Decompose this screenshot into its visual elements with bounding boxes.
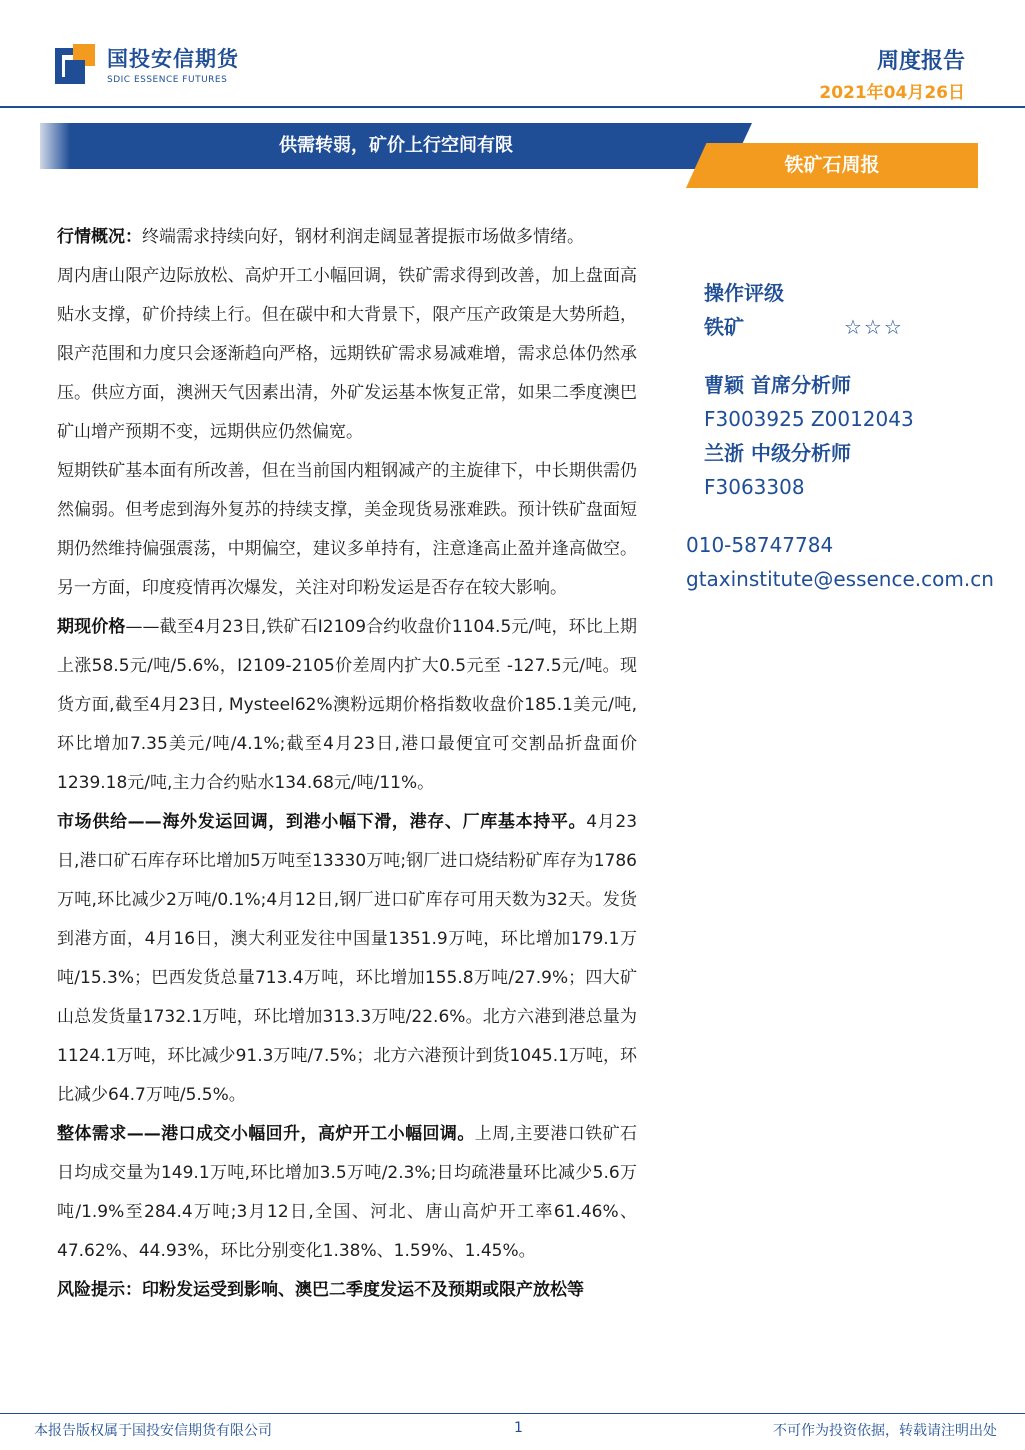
report-type: 周度报告 [876,49,965,74]
footer-disclaimer: 不可作为投资依据，转载请注明出处 [773,1423,997,1439]
rating-item: 铁矿 [704,315,744,339]
contact-info [686,528,1016,596]
risk-warning: 风险提示：印粉发运受到影响、澳巴二季度发运不及预期或限产放松等 [57,1280,584,1300]
report-title: 供需转弱，矿价上行空间有限 [279,135,513,156]
footer-copyright: 本报告版权属于国投安信期货有限公司 [34,1423,272,1439]
paragraph-heading: 行情概况： [57,227,142,247]
paragraph-supply: 市场供给——海外发运回调，到港小幅下滑，港存、厂库基本持平。4月23日,港口矿石库存环比增加5万吨至13330万吨;钢厂进口烧结粉矿库存为1786万吨,环比减少2万吨/0.1%;4月12日,钢厂进口矿库存可用天数为32天。发货到港方面，4月16日，澳大利亚发往中国量1351.9万吨，环比增加179.1万吨/15.3%；巴西发货总量713.4万吨，环比增加155.8万吨/27.9%；四大矿山总发货量1732.1万吨，环比增加313.3万吨/22.6%。北方六港到港总量为1124.1万吨，环比减少91.3万吨/7.5%；北方六港预计到货1045.1万吨，环比减少64.7万吨/5.5%。 [57,812,638,1105]
analyst-2-id: F3063308 [704,475,805,499]
paragraph-heading: 期现价格 [57,617,126,637]
paragraph-demand: 整体需求——港口成交小幅回升，高炉开工小幅回调。上周,主要港口铁矿石日均成交量为149.1万吨,环比增加3.5万吨/2.3%;日均疏港量环比减少5.6万吨/1.9%至284.4万吨;3月12日,全国、河北、唐山高炉开工率61.46%、47.62%、44.93%，环比分别变化1.38%、1.59%、1.45%。 [57,1124,638,1261]
logo-name-en: SDIC ESSENCE FUTURES [107,75,228,85]
paragraph-heading: 整体需求——港口成交小幅回升，高炉开工小幅回调。 [57,1124,475,1144]
logo-icon [55,42,99,86]
analyst-1-id: F3003925 Z0012043 [704,407,914,431]
rating-row [704,310,1004,344]
paragraph-overview: 行情概况：终端需求持续向好，钢材利润走阔显著提振市场做多情绪。 [57,227,584,247]
analyst-panel [704,368,1004,504]
footer-divider [0,1413,1025,1414]
contact-email[interactable]: gtaxinstitute@essence.com.cn [686,567,994,591]
rating-panel [704,276,1004,344]
paragraph-outlook: 短期铁矿基本面有所改善，但在当前国内粗钢减产的主旋律下，中长期供需仍然偏弱。但考虑到海外复苏的持续支撑，美金现货易涨难跌。预计铁矿盘面短期仍然维持偏强震荡，中期偏空，建议多单持有，注意逢高止盈并逢高做空。另一方面，印度疫情再次爆发，关注对印粉发运是否存在较大影响。 [57,461,637,598]
company-logo [55,42,239,86]
analyst-1-name: 曹颖 首席分析师 [704,373,851,397]
report-date: 2021年04月26日 [819,83,965,103]
paragraph-demand-supply: 周内唐山限产边际放松、高炉开工小幅回调，铁矿需求得到改善，加上盘面高贴水支撑，矿价持续上行。但在碳中和大背景下，限产压产政策是大势所趋，限产范围和力度只会逐渐趋向严格，远期铁矿需求易减难增，需求总体仍然承压。供应方面，澳洲天气因素出清，外矿发运基本恢复正常，如果二季度澳巴矿山增产预期不变，远期供应仍然偏宽。 [57,266,637,442]
paragraph-prices: 期现价格——截至4月23日,铁矿石I2109合约收盘价1104.5元/吨，环比上期上涨58.5元/吨/5.6%，I2109-2105价差周内扩大0.5元至 -127.5元/吨。现货方面,截至4月23日, Mysteel62%澳粉远期价格指数收盘价185.1美元/吨,环比增加7.35美元/吨/4.1%;截至4月23日,港口最便宜可交割品折盘面价1239.18元/吨,主力合约贴水134.68元/吨/11%。 [57,617,638,793]
paragraph-heading: 市场供给——海外发运回调，到港小幅下滑，港存、厂库基本持平。 [57,812,587,832]
logo-name-cn: 国投安信期货 [107,47,239,71]
header-divider [0,106,1025,108]
star-rating-icon: ☆☆☆ [844,315,904,339]
report-category: 铁矿石周报 [784,154,880,176]
rating-title: 操作评级 [704,281,784,305]
paragraph-risk [57,1271,637,1310]
analyst-2-name: 兰浙 中级分析师 [704,441,851,465]
page-number: 1 [514,1420,523,1436]
contact-phone[interactable]: 010-58747784 [686,533,834,557]
report-body [57,218,637,1310]
